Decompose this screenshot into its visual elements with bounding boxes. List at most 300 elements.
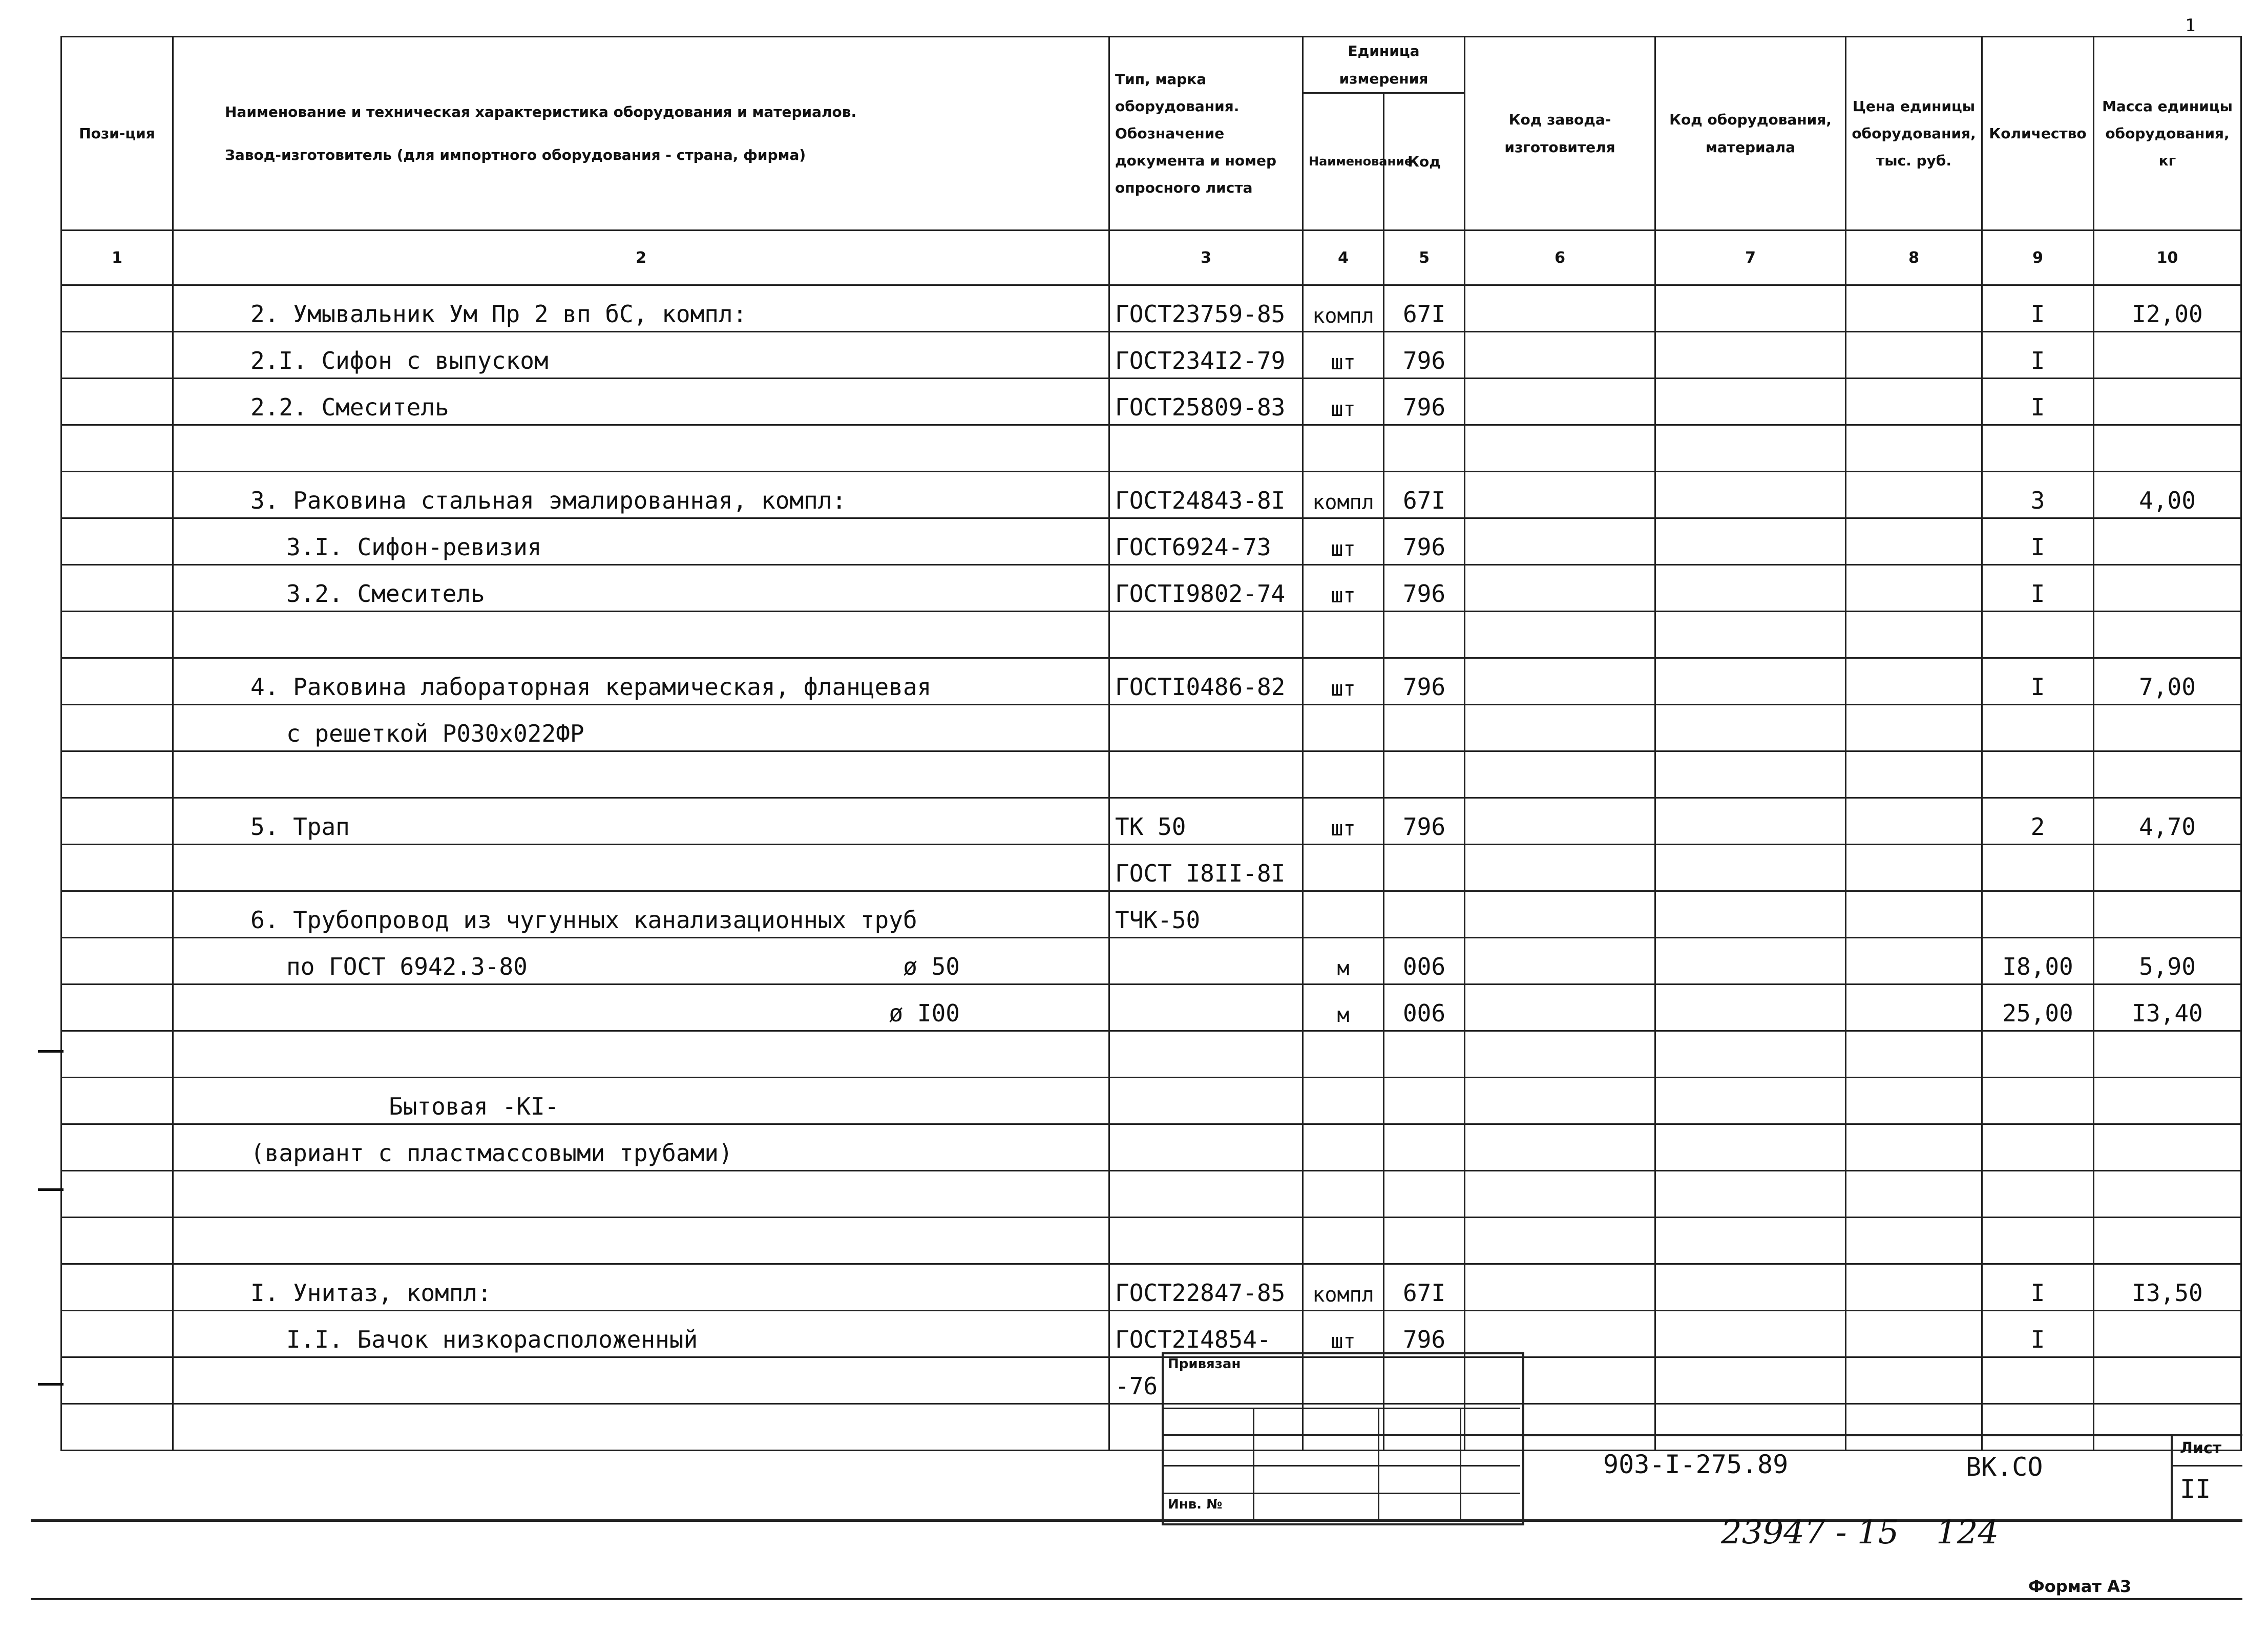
table-row bbox=[61, 285, 2241, 332]
cell-mass bbox=[2094, 1171, 2241, 1218]
cell-factory-code bbox=[1465, 612, 1655, 658]
cell-unit-code: 006 bbox=[1384, 938, 1465, 984]
cell-item-name bbox=[173, 845, 1109, 891]
cell-item-type bbox=[1109, 1171, 1303, 1218]
cell-equipment-code bbox=[1655, 1031, 1846, 1078]
cell-position bbox=[61, 425, 173, 472]
cell-item-type: ГОСТ23759-85 bbox=[1109, 285, 1303, 332]
cell-equipment-code bbox=[1655, 891, 1846, 938]
cell-factory-code bbox=[1465, 332, 1655, 379]
table-row bbox=[61, 1078, 2241, 1124]
cell-quantity: I bbox=[1982, 518, 2094, 565]
cell-quantity: I bbox=[1982, 1311, 2094, 1357]
cell-unit-code bbox=[1384, 612, 1465, 658]
cell-position bbox=[61, 798, 173, 845]
stamp-line bbox=[1162, 1434, 1520, 1436]
cell-item-type bbox=[1109, 938, 1303, 984]
cell-item-name bbox=[173, 472, 1109, 518]
cell-unit-code: 006 bbox=[1384, 984, 1465, 1031]
margin-tick bbox=[38, 1188, 64, 1191]
cell-factory-code bbox=[1465, 379, 1655, 425]
table-row bbox=[61, 1218, 2241, 1264]
cell-equipment-code bbox=[1655, 1264, 1846, 1311]
cell-equipment-code bbox=[1655, 1124, 1846, 1171]
cell-item-type: ГОСТ22847-85 bbox=[1109, 1264, 1303, 1311]
cell-unit-name: компл bbox=[1303, 285, 1384, 332]
cell-price bbox=[1846, 472, 1982, 518]
table-row bbox=[61, 1264, 2241, 1311]
cell-unit-name: шт bbox=[1303, 332, 1384, 379]
header-unit-group: Единица измерения bbox=[1303, 37, 1465, 93]
cell-item-type bbox=[1109, 1218, 1303, 1264]
stamp-line bbox=[1162, 1493, 1520, 1494]
cell-price bbox=[1846, 612, 1982, 658]
cell-position bbox=[61, 565, 173, 612]
cell-factory-code bbox=[1465, 518, 1655, 565]
cell-unit-code bbox=[1384, 845, 1465, 891]
cell-unit-name: шт bbox=[1303, 518, 1384, 565]
item-name-text: I. Унитаз, компл: bbox=[250, 1279, 492, 1307]
cell-equipment-code bbox=[1655, 1311, 1846, 1357]
cell-mass bbox=[2094, 379, 2241, 425]
cell-equipment-code bbox=[1655, 705, 1846, 751]
cell-equipment-code bbox=[1655, 938, 1846, 984]
cell-quantity bbox=[1982, 1078, 2094, 1124]
cell-unit-code: 796 bbox=[1384, 565, 1465, 612]
specification-table bbox=[60, 36, 2242, 1451]
cell-factory-code bbox=[1465, 705, 1655, 751]
cell-unit-code bbox=[1384, 1124, 1465, 1171]
cell-factory-code bbox=[1465, 1031, 1655, 1078]
item-name-text: 2.2. Смеситель bbox=[250, 393, 449, 421]
cell-position bbox=[61, 1264, 173, 1311]
cell-price bbox=[1846, 379, 1982, 425]
cell-mass bbox=[2094, 612, 2241, 658]
item-name-text: с решеткой Р030х022ФР bbox=[286, 720, 584, 747]
cell-unit-code bbox=[1384, 1078, 1465, 1124]
cell-equipment-code bbox=[1655, 285, 1846, 332]
cell-price bbox=[1846, 332, 1982, 379]
cell-price bbox=[1846, 1311, 1982, 1357]
cell-quantity bbox=[1982, 705, 2094, 751]
cell-item-name bbox=[173, 332, 1109, 379]
header-name-line1: Наименование и техническая характеристика оборудования и материалов. bbox=[225, 103, 857, 120]
cell-item-type bbox=[1109, 612, 1303, 658]
cell-unit-code bbox=[1384, 751, 1465, 798]
cell-item-type: ГОСТ I8II-8I bbox=[1109, 845, 1303, 891]
cell-factory-code bbox=[1465, 751, 1655, 798]
item-name-text: 4. Раковина лабораторная керамическая, фланцевая bbox=[250, 673, 932, 701]
cell-item-type: ГОСТ6924-73 bbox=[1109, 518, 1303, 565]
cell-quantity: 2 bbox=[1982, 798, 2094, 845]
item-name-text: 2. Умывальник Ум Пр 2 вп бС, компл: bbox=[250, 300, 747, 328]
cell-unit-name bbox=[1303, 891, 1384, 938]
cell-price bbox=[1846, 798, 1982, 845]
cell-factory-code bbox=[1465, 1264, 1655, 1311]
column-number: 10 bbox=[2094, 231, 2241, 285]
cell-mass bbox=[2094, 518, 2241, 565]
cell-quantity bbox=[1982, 1124, 2094, 1171]
cell-item-type: ГОСТI9802-74 bbox=[1109, 565, 1303, 612]
cell-item-name bbox=[173, 984, 1109, 1031]
table-row bbox=[61, 938, 2241, 984]
cell-quantity bbox=[1982, 1357, 2094, 1404]
sheet-label: Лист bbox=[2180, 1439, 2222, 1457]
cell-quantity: 25,00 bbox=[1982, 984, 2094, 1031]
cell-unit-name bbox=[1303, 425, 1384, 472]
table-row bbox=[61, 798, 2241, 845]
cell-factory-code bbox=[1465, 1171, 1655, 1218]
table-row bbox=[61, 984, 2241, 1031]
cell-unit-name: шт bbox=[1303, 565, 1384, 612]
header-equipment-code: Код оборудования, материала bbox=[1655, 37, 1846, 231]
cell-position bbox=[61, 891, 173, 938]
cell-position bbox=[61, 1078, 173, 1124]
cell-unit-name: шт bbox=[1303, 658, 1384, 705]
item-name-text: 2.I. Сифон с выпуском bbox=[250, 347, 549, 374]
cell-unit-code: 796 bbox=[1384, 518, 1465, 565]
cell-equipment-code bbox=[1655, 1404, 1846, 1451]
cell-equipment-code bbox=[1655, 1171, 1846, 1218]
cell-price bbox=[1846, 1171, 1982, 1218]
cell-quantity: I bbox=[1982, 658, 2094, 705]
cell-equipment-code bbox=[1655, 1078, 1846, 1124]
cell-position bbox=[61, 285, 173, 332]
cell-item-type bbox=[1109, 1078, 1303, 1124]
cell-position bbox=[61, 1218, 173, 1264]
table-row bbox=[61, 705, 2241, 751]
header-type: Тип, марка оборудования. Обозначение документа и номер опросного листа bbox=[1109, 37, 1303, 231]
column-number: 8 bbox=[1846, 231, 1982, 285]
cell-mass bbox=[2094, 705, 2241, 751]
cell-item-name bbox=[173, 518, 1109, 565]
table-row bbox=[61, 658, 2241, 705]
cell-equipment-code bbox=[1655, 658, 1846, 705]
column-number: 3 bbox=[1109, 231, 1303, 285]
cell-quantity bbox=[1982, 1171, 2094, 1218]
title-block-line bbox=[2171, 1434, 2173, 1521]
cell-unit-name bbox=[1303, 1124, 1384, 1171]
cell-factory-code bbox=[1465, 1124, 1655, 1171]
cell-item-name bbox=[173, 1218, 1109, 1264]
cell-position bbox=[61, 472, 173, 518]
cell-mass bbox=[2094, 565, 2241, 612]
cell-unit-code: 796 bbox=[1384, 379, 1465, 425]
cell-position bbox=[61, 379, 173, 425]
cell-unit-code: 67I bbox=[1384, 285, 1465, 332]
cell-quantity bbox=[1982, 751, 2094, 798]
cell-equipment-code bbox=[1655, 612, 1846, 658]
cell-unit-name bbox=[1303, 705, 1384, 751]
cell-factory-code bbox=[1465, 472, 1655, 518]
cell-position bbox=[61, 1171, 173, 1218]
item-name-text: 3.I. Сифон-ревизия bbox=[286, 533, 542, 561]
cell-item-type: ГОСТI0486-82 bbox=[1109, 658, 1303, 705]
diameter-label: ø I00 bbox=[889, 999, 960, 1027]
cell-quantity: I8,00 bbox=[1982, 938, 2094, 984]
cell-item-name bbox=[173, 891, 1109, 938]
cell-item-name bbox=[173, 798, 1109, 845]
cell-price bbox=[1846, 518, 1982, 565]
cell-position bbox=[61, 1031, 173, 1078]
cell-price bbox=[1846, 1078, 1982, 1124]
column-number: 5 bbox=[1384, 231, 1465, 285]
cell-unit-code bbox=[1384, 1171, 1465, 1218]
cell-price bbox=[1846, 891, 1982, 938]
cell-item-type: -76 bbox=[1109, 1357, 1303, 1404]
item-name-text: (вариант с пластмассовыми трубами) bbox=[250, 1139, 733, 1167]
cell-price bbox=[1846, 1124, 1982, 1171]
cell-equipment-code bbox=[1655, 1218, 1846, 1264]
handwritten-page: 124 bbox=[1936, 1514, 1999, 1552]
cell-factory-code bbox=[1465, 565, 1655, 612]
specification-body bbox=[61, 285, 2241, 1451]
cell-quantity: I bbox=[1982, 379, 2094, 425]
cell-position bbox=[61, 705, 173, 751]
cell-unit-name: шт bbox=[1303, 798, 1384, 845]
cell-price bbox=[1846, 1218, 1982, 1264]
column-number-row bbox=[61, 231, 2241, 285]
cell-mass bbox=[2094, 1078, 2241, 1124]
cell-unit-name: шт bbox=[1303, 379, 1384, 425]
cell-item-name bbox=[173, 938, 1109, 984]
page-mark: 1 bbox=[2185, 15, 2196, 36]
cell-position bbox=[61, 1404, 173, 1451]
cell-item-type bbox=[1109, 1124, 1303, 1171]
column-number: 2 bbox=[173, 231, 1109, 285]
cell-price bbox=[1846, 705, 1982, 751]
privyazan-label: Привязан bbox=[1168, 1356, 1241, 1372]
stamp-line bbox=[1162, 1465, 1520, 1467]
cell-quantity: I bbox=[1982, 285, 2094, 332]
cell-price bbox=[1846, 1357, 1982, 1404]
cell-factory-code bbox=[1465, 845, 1655, 891]
cell-unit-code: 67I bbox=[1384, 472, 1465, 518]
table-row bbox=[61, 612, 2241, 658]
table-row bbox=[61, 845, 2241, 891]
cell-price bbox=[1846, 1404, 1982, 1451]
cell-quantity bbox=[1982, 425, 2094, 472]
cell-price bbox=[1846, 984, 1982, 1031]
cell-quantity: I bbox=[1982, 565, 2094, 612]
cell-item-type bbox=[1109, 705, 1303, 751]
cell-quantity bbox=[1982, 891, 2094, 938]
cell-unit-name bbox=[1303, 1078, 1384, 1124]
item-name-text: 5. Трап bbox=[250, 813, 350, 841]
stamp-line bbox=[1460, 1408, 1461, 1521]
cell-equipment-code bbox=[1655, 984, 1846, 1031]
cell-unit-code: 796 bbox=[1384, 658, 1465, 705]
cell-item-name bbox=[173, 1078, 1109, 1124]
cell-price bbox=[1846, 565, 1982, 612]
header-position: Пози-ция bbox=[61, 37, 173, 231]
cell-quantity: I bbox=[1982, 332, 2094, 379]
cell-factory-code bbox=[1465, 984, 1655, 1031]
cell-unit-name bbox=[1303, 845, 1384, 891]
cell-mass bbox=[2094, 425, 2241, 472]
cell-unit-name: шт bbox=[1303, 1311, 1384, 1357]
cell-item-type: ГОСТ25809-83 bbox=[1109, 379, 1303, 425]
cell-item-name bbox=[173, 612, 1109, 658]
margin-tick bbox=[38, 1383, 64, 1386]
cell-unit-code bbox=[1384, 705, 1465, 751]
cell-equipment-code bbox=[1655, 565, 1846, 612]
cell-position bbox=[61, 332, 173, 379]
cell-position bbox=[61, 1311, 173, 1357]
column-number: 9 bbox=[1982, 231, 2094, 285]
cell-quantity bbox=[1982, 612, 2094, 658]
cell-quantity bbox=[1982, 1031, 2094, 1078]
column-number: 1 bbox=[61, 231, 173, 285]
cell-item-name bbox=[173, 1404, 1109, 1451]
table-row bbox=[61, 425, 2241, 472]
cell-factory-code bbox=[1465, 891, 1655, 938]
cell-price bbox=[1846, 751, 1982, 798]
table-row bbox=[61, 1171, 2241, 1218]
cell-unit-name bbox=[1303, 612, 1384, 658]
cell-position bbox=[61, 518, 173, 565]
cell-item-name bbox=[173, 1357, 1109, 1404]
cell-quantity: I bbox=[1982, 1264, 2094, 1311]
cell-item-name bbox=[173, 1031, 1109, 1078]
cell-factory-code bbox=[1465, 938, 1655, 984]
cell-unit-name bbox=[1303, 751, 1384, 798]
cell-item-name bbox=[173, 658, 1109, 705]
format-label: Формат А3 bbox=[2028, 1577, 2132, 1596]
margin-tick bbox=[38, 1050, 64, 1053]
cell-unit-name: м bbox=[1303, 938, 1384, 984]
cell-item-name bbox=[173, 565, 1109, 612]
cell-unit-code: 796 bbox=[1384, 332, 1465, 379]
cell-unit-code bbox=[1384, 1218, 1465, 1264]
cell-unit-code: 796 bbox=[1384, 1311, 1465, 1357]
cell-item-name bbox=[173, 379, 1109, 425]
cell-item-type bbox=[1109, 425, 1303, 472]
cell-unit-name: компл bbox=[1303, 1264, 1384, 1311]
cell-quantity bbox=[1982, 1404, 2094, 1451]
item-name-text: 3. Раковина стальная эмалированная, компл: bbox=[250, 487, 847, 514]
cell-mass bbox=[2094, 332, 2241, 379]
cell-item-name bbox=[173, 751, 1109, 798]
cell-mass: I3,50 bbox=[2094, 1264, 2241, 1311]
cell-quantity bbox=[1982, 845, 2094, 891]
cell-mass: 4,70 bbox=[2094, 798, 2241, 845]
cell-item-type: ГОСТ24843-8I bbox=[1109, 472, 1303, 518]
cell-unit-code: 67I bbox=[1384, 1264, 1465, 1311]
cell-unit-name bbox=[1303, 1031, 1384, 1078]
cell-item-name bbox=[173, 1311, 1109, 1357]
cell-mass bbox=[2094, 845, 2241, 891]
cell-item-type: ГОСТ2I4854- bbox=[1109, 1311, 1303, 1357]
cell-position bbox=[61, 984, 173, 1031]
cell-price bbox=[1846, 658, 1982, 705]
cell-item-type bbox=[1109, 1031, 1303, 1078]
header-price: Цена единицы оборудования, тыс. руб. bbox=[1846, 37, 1982, 231]
cell-factory-code bbox=[1465, 658, 1655, 705]
cell-position bbox=[61, 845, 173, 891]
header-name bbox=[173, 37, 1109, 231]
cell-factory-code bbox=[1465, 1218, 1655, 1264]
cell-item-name bbox=[173, 1171, 1109, 1218]
item-name-text: Бытовая -КI- bbox=[389, 1093, 559, 1120]
stamp-line bbox=[1378, 1408, 1379, 1521]
table-row bbox=[61, 1404, 2241, 1451]
cell-mass bbox=[2094, 751, 2241, 798]
cell-equipment-code bbox=[1655, 332, 1846, 379]
title-block-line bbox=[2171, 1465, 2242, 1467]
cell-mass bbox=[2094, 1218, 2241, 1264]
cell-equipment-code bbox=[1655, 379, 1846, 425]
table-row bbox=[61, 1124, 2241, 1171]
cell-item-type: ТК 50 bbox=[1109, 798, 1303, 845]
cell-factory-code bbox=[1465, 285, 1655, 332]
cell-factory-code bbox=[1465, 1311, 1655, 1357]
frame-bottom-line bbox=[31, 1519, 2242, 1522]
cell-item-type: ТЧК-50 bbox=[1109, 891, 1303, 938]
cell-equipment-code bbox=[1655, 845, 1846, 891]
cell-price bbox=[1846, 285, 1982, 332]
cell-position bbox=[61, 938, 173, 984]
cell-mass: I2,00 bbox=[2094, 285, 2241, 332]
cell-price bbox=[1846, 1264, 1982, 1311]
cell-unit-code bbox=[1384, 891, 1465, 938]
cell-item-name bbox=[173, 1124, 1109, 1171]
table-row bbox=[61, 332, 2241, 379]
cell-unit-name: компл bbox=[1303, 472, 1384, 518]
cell-position bbox=[61, 612, 173, 658]
cell-position bbox=[61, 658, 173, 705]
cell-mass: 7,00 bbox=[2094, 658, 2241, 705]
sheet-number: II bbox=[2180, 1474, 2211, 1504]
table-row bbox=[61, 1031, 2241, 1078]
cell-mass bbox=[2094, 1124, 2241, 1171]
cell-mass: 5,90 bbox=[2094, 938, 2241, 984]
header-mass: Масса единицы оборудования, кг bbox=[2094, 37, 2241, 231]
header-factory-code: Код завода-изготовителя bbox=[1465, 37, 1655, 231]
cell-price bbox=[1846, 425, 1982, 472]
cell-equipment-code bbox=[1655, 472, 1846, 518]
cell-item-name bbox=[173, 705, 1109, 751]
table-row bbox=[61, 472, 2241, 518]
cell-unit-code bbox=[1384, 1031, 1465, 1078]
cell-unit-code: 796 bbox=[1384, 798, 1465, 845]
column-number: 6 bbox=[1465, 231, 1655, 285]
column-number: 7 bbox=[1655, 231, 1846, 285]
header-unit-name: Наименование bbox=[1303, 93, 1384, 231]
cell-price bbox=[1846, 1031, 1982, 1078]
cell-item-name bbox=[173, 285, 1109, 332]
item-name-text: по ГОСТ 6942.3-80 bbox=[286, 953, 528, 980]
item-name-text: I.I. Бачок низкорасположенный bbox=[286, 1326, 698, 1353]
cell-equipment-code bbox=[1655, 425, 1846, 472]
cell-mass bbox=[2094, 891, 2241, 938]
cell-item-name bbox=[173, 425, 1109, 472]
table-row bbox=[61, 1357, 2241, 1404]
table-row bbox=[61, 518, 2241, 565]
cell-mass: 4,00 bbox=[2094, 472, 2241, 518]
stamp-line bbox=[1162, 1408, 1520, 1409]
cell-item-type: ГОСТ234I2-79 bbox=[1109, 332, 1303, 379]
cell-unit-code bbox=[1384, 425, 1465, 472]
table-row bbox=[61, 751, 2241, 798]
stamp-line bbox=[1253, 1408, 1254, 1521]
item-name-text: 3.2. Смеситель bbox=[286, 580, 485, 607]
document-mark: ВК.СО bbox=[1966, 1452, 2043, 1482]
diameter-label: ø 50 bbox=[903, 953, 960, 980]
cell-position bbox=[61, 1124, 173, 1171]
column-number: 4 bbox=[1303, 231, 1384, 285]
table-row bbox=[61, 891, 2241, 938]
